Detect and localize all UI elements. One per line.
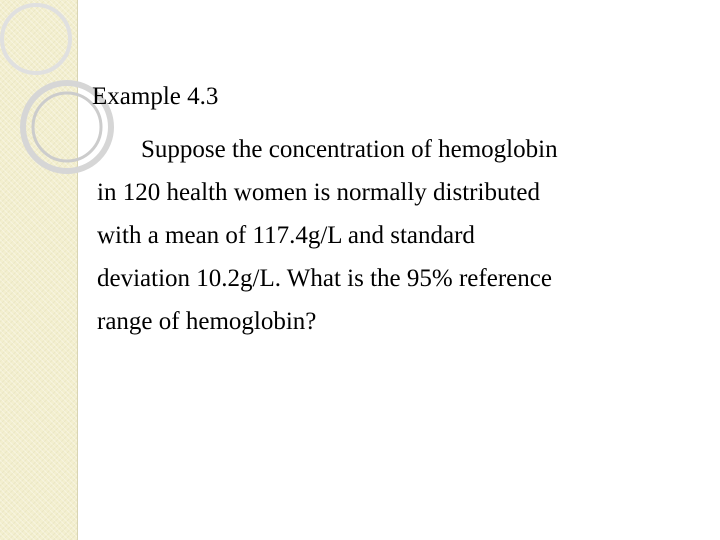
body-line: range of hemoglobin? (97, 308, 317, 335)
body-line: deviation 10.2g/L. What is the 95% reference (97, 265, 552, 292)
slide-title: Example 4.3 (92, 83, 219, 110)
outer-ring (2, 5, 70, 73)
body-line: Suppose the concentration of hemoglobin (141, 136, 558, 163)
body-line: with a mean of 117.4g/L and standard (97, 222, 475, 249)
body-line: in 120 health women is normally distributed (97, 179, 540, 206)
inner-ring (33, 93, 101, 161)
slide-body (97, 128, 697, 343)
